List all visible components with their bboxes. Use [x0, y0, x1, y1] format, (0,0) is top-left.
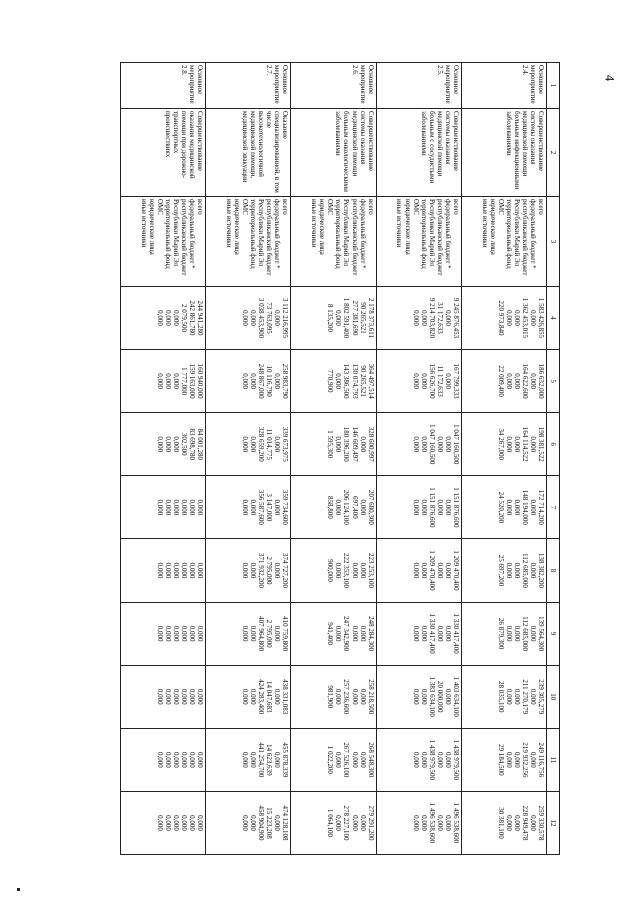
value-cell: 339 673,975 0,000 11 014,775 328 659,200 0,000 0,000 — [206, 413, 291, 476]
value-cell: 167 799,333 0,000 11 172,633 156 626,700 0,000 0,000 — [376, 350, 461, 413]
value-cell: 138 382,200 0,000 112 685,000 0,000 0,000 25 697,200 — [461, 539, 546, 602]
value-cell: 0,000 0,000 0,000 0,000 0,000 0,000 — [121, 791, 206, 854]
col-header: 2 — [547, 109, 560, 197]
col-header: 5 — [547, 350, 560, 413]
value-cell: 1 209 470,400 0,000 0,000 1 209 470,400 0,000 0,000 — [376, 539, 461, 602]
value-cell: 0,000 0,000 0,000 0,000 0,000 0,000 — [121, 476, 206, 539]
funding-sources: всего федеральный бюджет * республиканский бюджет Республики Марий Эл территориальный фонд ОМС юридические лица иные источники — [291, 197, 376, 287]
activity-name: Основное мероприятие 2.8. — [121, 63, 206, 109]
value-cell: 0,000 0,000 0,000 0,000 0,000 0,000 — [121, 539, 206, 602]
col-header: 8 — [547, 539, 560, 602]
table-row — [206, 63, 291, 855]
funding-sources: всего федеральный бюджет * республиканский бюджет Республики Марий Эл территориальный фонд ОМС юридические лица иные источники — [121, 197, 206, 287]
value-cell: 160 940,000 159 163,000 1 777,000 0,000 0,000 0,000 — [121, 350, 206, 413]
value-cell: 248 284,300 0,000 0,000 247 342,900 0,000 941,400 — [291, 602, 376, 665]
value-cell: 0,000 0,000 0,000 0,000 0,000 0,000 — [121, 602, 206, 665]
activity-name: Основное мероприятие 2.6. — [291, 63, 376, 109]
activity-description: Оказание специализированной, в том числе высокотехнологичной медицинской помощи, медицинской эвакуации — [206, 109, 291, 197]
activity-name: Основное мероприятие 2.5. — [376, 63, 461, 109]
col-header: 1 — [547, 63, 560, 109]
col-header: 11 — [547, 728, 560, 791]
value-cell: 410 759,800 0,000 2 795,000 407 964,800 0,000 0,000 — [206, 602, 291, 665]
value-cell: 438 331,083 0,000 14 047,683 424 283,400 0,000 0,000 — [206, 665, 291, 728]
value-cell: 455 878,339 0,000 14 623,639 441 254,700 0,000 0,000 — [206, 728, 291, 791]
value-cell: 328 600,997 0,000 146 609,497 180 396,200 0,000 1 595,300 — [291, 413, 376, 476]
value-cell: 84 001,280 83 698,780 302,500 0,000 0,000 0,000 — [121, 413, 206, 476]
value-cell: 1 583 426,855 0,000 1 362 453,015 0,000 0,000 220 973,840 — [461, 287, 546, 350]
value-cell: 474 128,108 0,000 15 223,208 458 904,900 0,000 0,000 — [206, 791, 291, 854]
scan-dot — [17, 888, 20, 891]
value-cell: 268 548,300 0,000 0,000 267 526,100 0,000 1 022,200 — [291, 728, 376, 791]
value-cell: 1 438 979,500 0,000 0,000 1 438 979,500 0,000 0,000 — [376, 728, 461, 791]
activity-name: Основное мероприятие 2.4. — [461, 63, 546, 109]
value-cell: 249 116,756 0,000 219 932,256 0,000 0,000 29 184,500 — [461, 728, 546, 791]
activity-name: Основное мероприятие 2.7. — [206, 63, 291, 109]
page-number: 4 — [602, 74, 618, 82]
value-cell: 374 727,200 0,000 2 795,000 371 932,200 0,000 0,000 — [206, 539, 291, 602]
header-row — [547, 63, 560, 855]
activity-description: Совершенствование системы оказания медицинской помощи больным онкологическими заболеваниями — [291, 109, 376, 197]
value-cell: 186 632,000 0,000 164 622,600 0,000 0,000 22 009,400 — [461, 350, 546, 413]
value-cell: 239 305,279 0,000 211 270,179 0,000 0,000 28 035,100 — [461, 665, 546, 728]
value-cell: 244 941,280 242 861,780 2 079,500 0,000 0,000 0,000 — [121, 287, 206, 350]
value-cell: 3 112 216,995 0,000 73 763,095 3 038 453,900 0,000 0,000 — [206, 287, 291, 350]
funding-sources: всего федеральный бюджет * республиканский бюджет Республики Марий Эл территориальный фонд ОМС юридические лица иные источники — [461, 197, 546, 287]
value-cell: 172 714,200 0,000 148 194,000 0,000 0,000 24 520,200 — [461, 476, 546, 539]
col-header: 3 — [547, 197, 560, 287]
col-header: 7 — [547, 476, 560, 539]
table-row — [291, 63, 376, 855]
value-cell: 1 151 876,600 0,000 0,000 1 151 876,600 0,000 0,000 — [376, 476, 461, 539]
col-header: 10 — [547, 665, 560, 728]
activity-description: Совершенствование оказания медицинской помощи при дорожно-транспортных происшествиях — [121, 109, 206, 197]
value-cell: 223 253,100 0,000 0,000 222 353,100 0,000 900,000 — [291, 539, 376, 602]
col-header: 12 — [547, 791, 560, 854]
table-row — [376, 63, 461, 855]
value-cell: 258 218,500 0,000 0,000 257 236,600 0,000 981,900 — [291, 665, 376, 728]
col-header: 9 — [547, 602, 560, 665]
budget-table — [120, 62, 560, 855]
value-cell: 364 497,514 90 265,521 130 074,793 143 386,500 0,000 770,900 — [291, 350, 376, 413]
value-cell: 198 381,522 0,000 164 114,522 0,000 0,000 34 267,000 — [461, 413, 546, 476]
value-cell: 258 983,790 0,000 10 116,790 248 867,000 0,000 0,000 — [206, 350, 291, 413]
value-cell: 259 330,578 0,000 228 949,478 0,000 0,000 30 381,100 — [461, 791, 546, 854]
funding-sources: всего федеральный бюджет * республиканский бюджет Республики Марий Эл территориальный фонд ОМС юридические лица иные источники — [206, 197, 291, 287]
activity-description: Совершенствование системы оказания медицинской помощи больным с сосудистыми заболеваниями — [376, 109, 461, 197]
table-row — [121, 63, 206, 855]
value-cell: 1 496 538,600 0,000 0,000 1 496 538,600 0,000 0,000 — [376, 791, 461, 854]
value-cell: 279 291,200 0,000 0,000 278 227,100 0,000 1 064,100 — [291, 791, 376, 854]
value-cell: 0,000 0,000 0,000 0,000 0,000 0,000 — [121, 665, 206, 728]
value-cell: 0,000 0,000 0,000 0,000 0,000 0,000 — [121, 728, 206, 791]
table-row — [461, 63, 546, 855]
value-cell: 2 178 373,611 90 265,521 277 381,690 1 802 591,400 0,000 8 135,200 — [291, 287, 376, 350]
value-cell: 207 680,300 0,000 697,400 206 124,100 0,000 858,800 — [291, 476, 376, 539]
value-cell: 1 047 160,500 0,000 0,000 1 047 160,500 0,000 0,000 — [376, 413, 461, 476]
activity-description: Совершенствование системы оказания медицинской помощи больным инфекционными заболеваниями — [461, 109, 546, 197]
value-cell: 359 734,600 0,000 3 147,000 356 587,600 0,000 0,000 — [206, 476, 291, 539]
value-cell: 139 564,300 0,000 112 685,000 0,000 0,000 26 879,300 — [461, 602, 546, 665]
rotated-table-wrapper — [120, 62, 560, 855]
value-cell: 9 245 876,453 0,000 31 172,633 9 214 703,820 0,000 0,000 — [376, 287, 461, 350]
col-header: 6 — [547, 413, 560, 476]
value-cell: 1 403 634,100 0,000 20 000,000 1 383 634,100 0,000 0,000 — [376, 665, 461, 728]
value-cell: 1 330 417,400 0,000 0,000 1 330 417,400 0,000 0,000 — [376, 602, 461, 665]
funding-sources: всего федеральный бюджет * республиканский бюджет Республики Марий Эл территориальный фонд ОМС юридические лица иные источники — [376, 197, 461, 287]
col-header: 4 — [547, 287, 560, 350]
